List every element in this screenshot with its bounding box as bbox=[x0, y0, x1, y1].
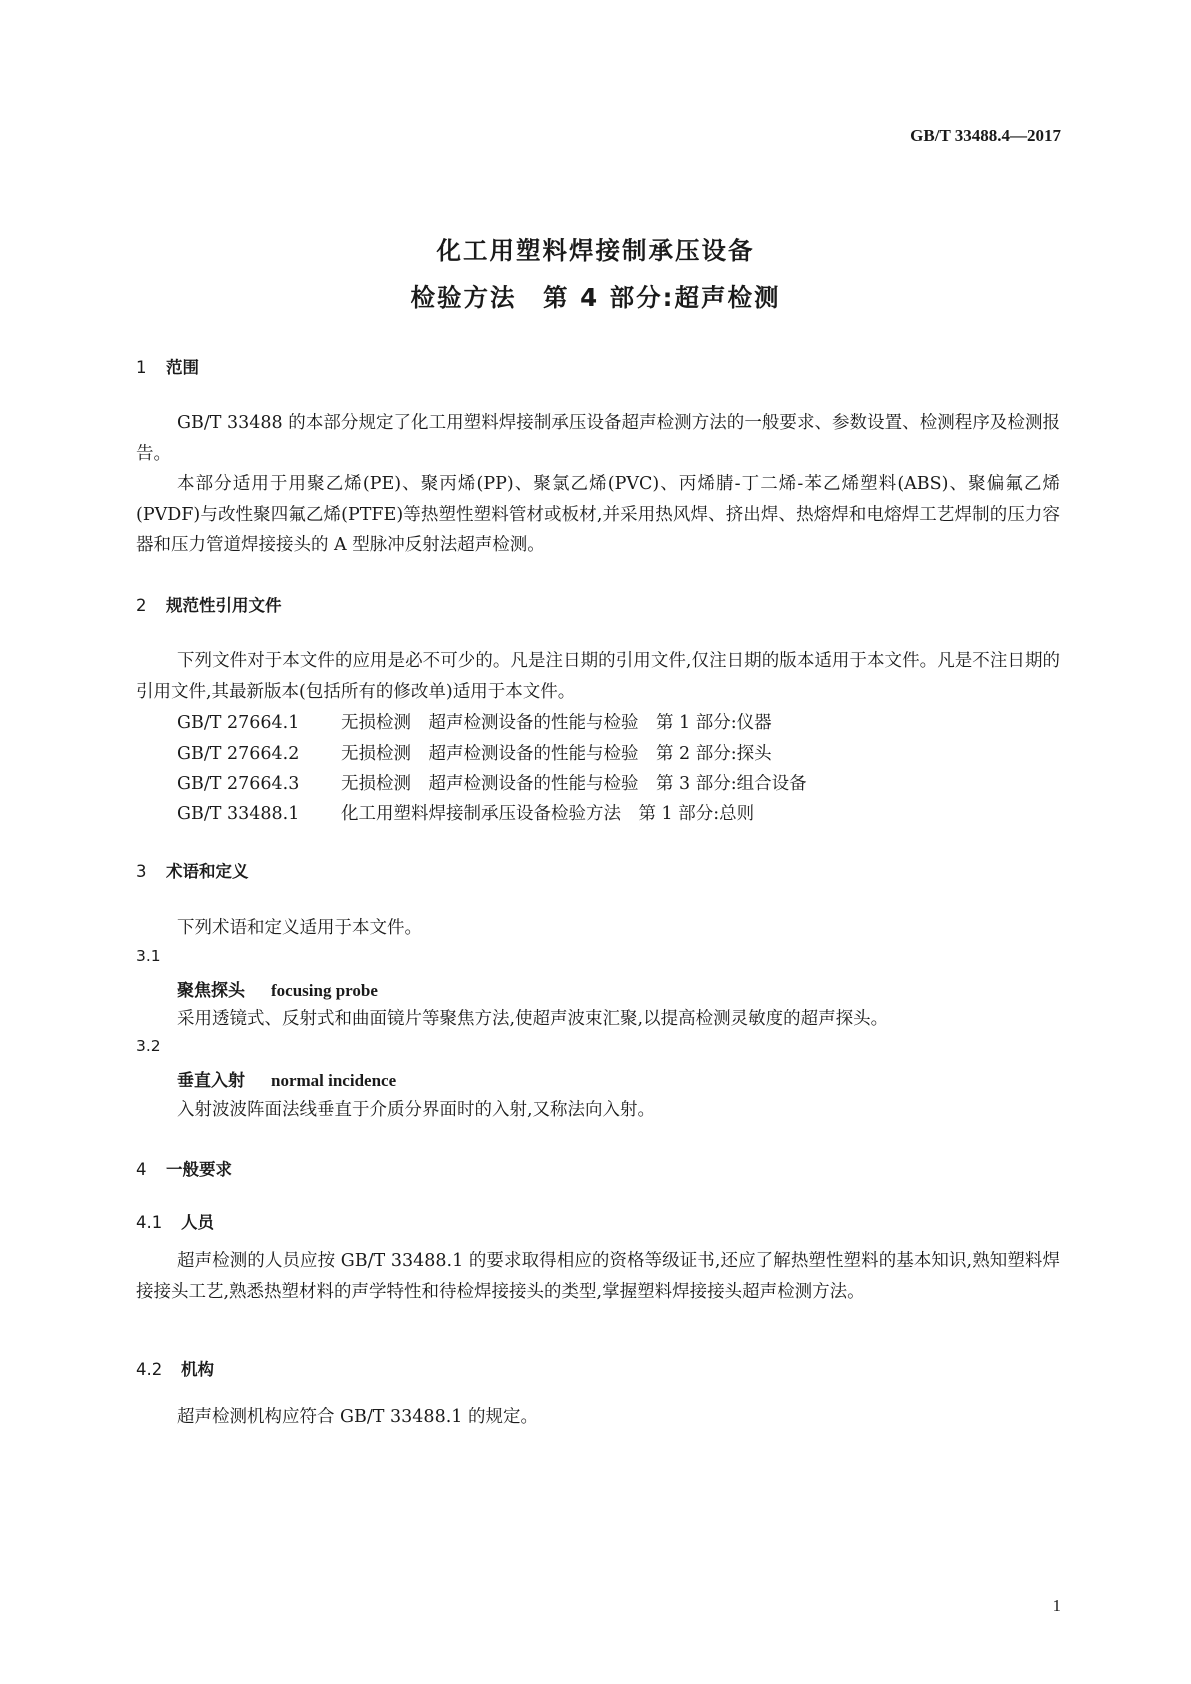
reference-code: GB/T 27664.1 bbox=[177, 713, 300, 733]
section-label: 规范性引用文件 bbox=[166, 596, 282, 615]
document-title-line-2: 检验方法 第 4 部分:超声检测 bbox=[410, 283, 781, 312]
reference-item bbox=[177, 770, 807, 795]
section-2-heading bbox=[136, 592, 282, 616]
section-number: 2 bbox=[136, 596, 147, 615]
section-1-paragraph-2: 本部分适用于用聚乙烯(PE)、聚丙烯(PP)、聚氯乙烯(PVC)、丙烯腈-丁二烯-苯乙烯塑料(ABS)、聚偏氟乙烯(PVDF)与改性聚四氟乙烯(PTFE)等热塑性塑料管材或板材,并采用热风焊、挤出焊、热熔焊和电熔焊工艺焊制的压力容器和压力管道焊接接头的 A 型脉冲反射法超声检测。 bbox=[136, 474, 1060, 555]
section-4-heading bbox=[136, 1156, 232, 1180]
standard-code: GB/T 33488.4—2017 bbox=[910, 126, 1061, 145]
section-label: 范围 bbox=[166, 358, 199, 377]
term-english: focusing probe bbox=[271, 981, 378, 1000]
term-definition: 入射波波阵面法线垂直于介质分界面时的入射,又称法向入射。 bbox=[177, 1100, 656, 1120]
section-3-heading bbox=[136, 858, 249, 882]
reference-code: GB/T 33488.1 bbox=[177, 804, 300, 824]
subsection-number: 4.1 bbox=[136, 1213, 163, 1232]
section-2-paragraph: 下列文件对于本文件的应用是必不可少的。凡是注日期的引用文件,仅注日期的版本适用于本文件。凡是不注日期的引用文件,其最新版本(包括所有的修改单)适用于本文件。 bbox=[136, 651, 1060, 702]
section-label: 一般要求 bbox=[166, 1160, 232, 1179]
page-number: 1 bbox=[1052, 1596, 1061, 1615]
section-number: 3 bbox=[136, 862, 147, 881]
reference-item bbox=[177, 800, 754, 825]
reference-code: GB/T 27664.2 bbox=[177, 744, 300, 764]
term-english: normal incidence bbox=[271, 1071, 397, 1090]
reference-title: 化工用塑料焊接制承压设备检验方法 第 1 部分:总则 bbox=[341, 804, 755, 824]
term-number: 3.2 bbox=[136, 1037, 161, 1055]
reference-code: GB/T 27664.3 bbox=[177, 774, 300, 794]
subsection-4-2-text: 超声检测机构应符合 GB/T 33488.1 的规定。 bbox=[177, 1407, 538, 1427]
subsection-4-1-heading bbox=[136, 1209, 214, 1233]
term-heading bbox=[177, 1066, 396, 1091]
term-chinese: 垂直入射 bbox=[177, 1071, 245, 1091]
reference-title: 无损检测 超声检测设备的性能与检验 第 2 部分:探头 bbox=[341, 744, 772, 764]
reference-title: 无损检测 超声检测设备的性能与检验 第 3 部分:组合设备 bbox=[341, 774, 807, 794]
document-title-line-1: 化工用塑料焊接制承压设备 bbox=[436, 236, 755, 265]
subsection-4-1-paragraph: 超声检测的人员应按 GB/T 33488.1 的要求取得相应的资格等级证书,还应了解热塑性塑料的基本知识,熟知塑料焊接接头工艺,熟悉热塑材料的声学特性和待检焊接接头的类型,掌握塑料焊接接头超声检测方法。 bbox=[136, 1251, 1060, 1302]
subsection-label: 人员 bbox=[181, 1213, 214, 1232]
reference-title: 无损检测 超声检测设备的性能与检验 第 1 部分:仪器 bbox=[341, 713, 772, 733]
section-1-paragraph-1: GB/T 33488 的本部分规定了化工用塑料焊接制承压设备超声检测方法的一般要求、参数设置、检测程序及检测报告。 bbox=[136, 413, 1060, 464]
term-heading bbox=[177, 976, 378, 1001]
reference-item bbox=[177, 709, 772, 734]
term-chinese: 聚焦探头 bbox=[177, 981, 245, 1001]
reference-item bbox=[177, 740, 772, 765]
section-label: 术语和定义 bbox=[166, 862, 249, 881]
section-1-heading bbox=[136, 354, 199, 378]
section-3-intro: 下列术语和定义适用于本文件。 bbox=[177, 918, 422, 938]
term-definition: 采用透镜式、反射式和曲面镜片等聚焦方法,使超声波束汇聚,以提高检测灵敏度的超声探头。 bbox=[177, 1009, 889, 1029]
section-number: 1 bbox=[136, 358, 147, 377]
subsection-label: 机构 bbox=[181, 1360, 214, 1379]
section-number: 4 bbox=[136, 1160, 147, 1179]
subsection-4-2-heading bbox=[136, 1356, 214, 1380]
subsection-number: 4.2 bbox=[136, 1360, 163, 1379]
term-number: 3.1 bbox=[136, 947, 161, 965]
